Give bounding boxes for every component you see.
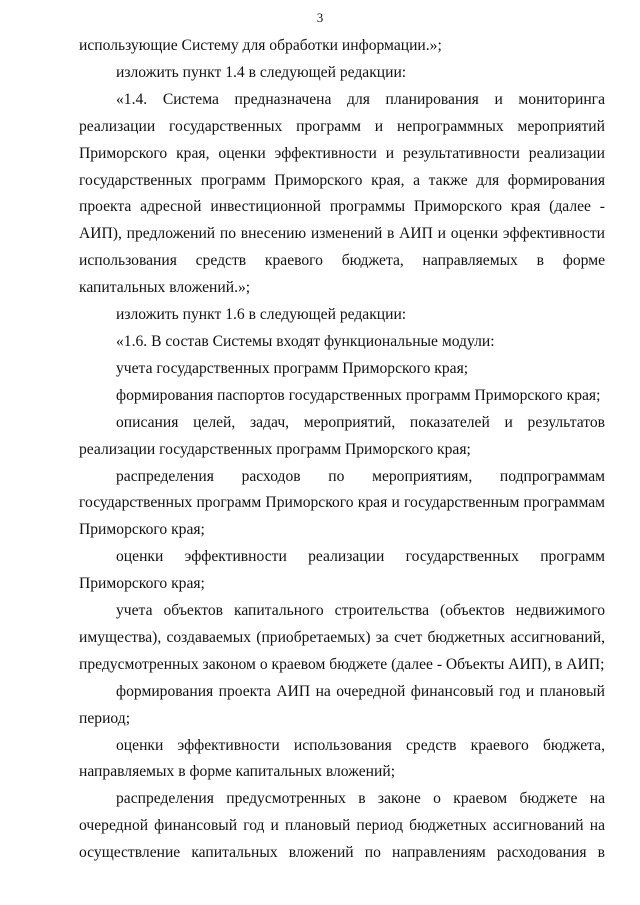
paragraph: изложить пункт 1.4 в следующей редакции: <box>116 63 407 81</box>
paragraph: формирования паспортов государственных программ Приморского края; <box>116 386 601 404</box>
paragraph: описания целей, задач, мероприятий, показателей и результатов реализации государственных программ Приморского края; <box>79 413 605 458</box>
paragraph: распределения расходов по мероприятиям, подпрограммам государственных программ Приморского края и государственным программам Приморского края; <box>79 467 605 539</box>
page-number: 3 <box>316 10 324 25</box>
paragraph: распределения предусмотренных в законе о краевом бюджете на очередной финансовый год и плановый период бюджетных ассигнований на осуществление капитальных вложений по направлениям расходования в <box>79 790 605 862</box>
paragraph: «1.4. Система предназначена для планирования и мониторинга реализации государственных программ и непрограммных мероприятий Приморского края, оценки эффективности и результативности реализации государственных программ Приморского края, а также для формирования проекта адресной инвестиционной программы Приморского края (далее - АИП), предложений по внесению изменений в АИП и оценки эффективности использования средств краевого бюджета, направляемых в форме капитальных вложений.»; <box>79 90 605 297</box>
paragraph: использующие Систему для обработки информации.»; <box>79 37 442 54</box>
paragraph: учета объектов капитального строительства (объектов недвижимого имущества), создаваемых (приобретаемых) за счет бюджетных ассигнований, предусмотренных законом о краевом бюджете (далее - Объекты АИП), в АИП; <box>79 602 605 673</box>
paragraph: оценки эффективности использования средств краевого бюджета, направляемых в форме капитальных вложений; <box>79 736 605 781</box>
paragraph: формирования проекта АИП на очередной финансовый год и плановый период; <box>79 682 605 727</box>
paragraph: «1.6. В состав Системы входят функциональные модули: <box>116 332 495 350</box>
paragraph: учета государственных программ Приморского края; <box>116 359 469 377</box>
paragraph: изложить пункт 1.6 в следующей редакции: <box>116 306 407 324</box>
document-body <box>79 33 605 867</box>
paragraph: оценки эффективности реализации государственных программ Приморского края; <box>79 548 605 593</box>
